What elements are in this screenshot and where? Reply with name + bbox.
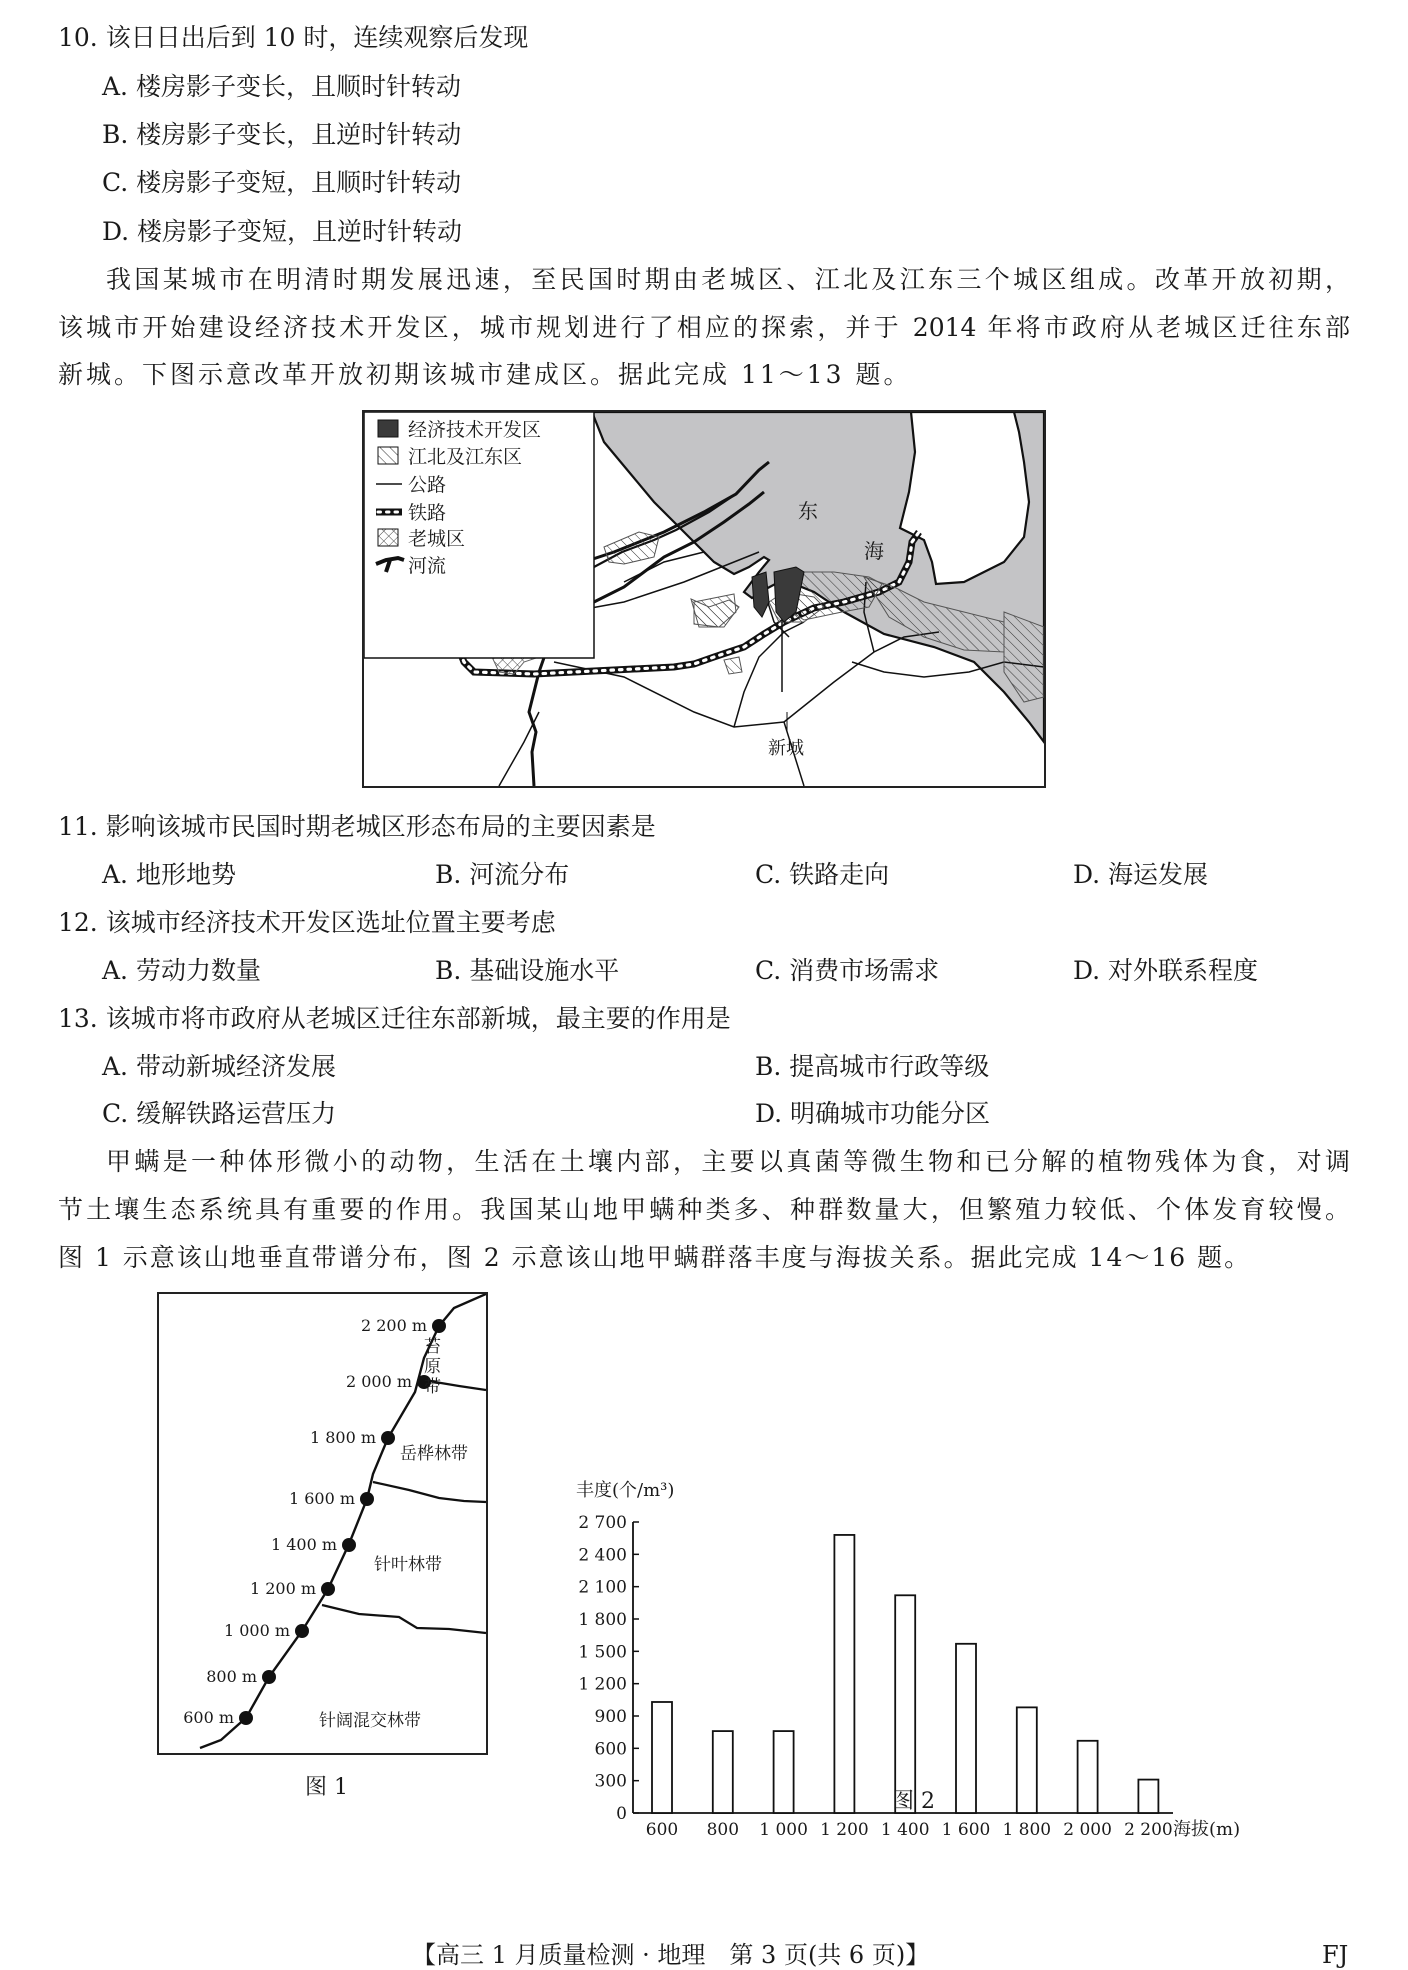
- q10-option-b: B. 楼房影子变长，且逆时针转动: [102, 120, 462, 149]
- q12-option-c: C. 消费市场需求: [755, 956, 940, 985]
- bar: [774, 1731, 794, 1813]
- footer-code: FJ: [1322, 1941, 1349, 1969]
- altitude-label: 1 200 m: [249, 1579, 316, 1598]
- x-tick-label: 1 000: [759, 1820, 808, 1840]
- q13-option-c: C. 缓解铁路运营压力: [102, 1099, 337, 1128]
- q12-stem: 12. 该城市经济技术开发区选址位置主要考虑: [58, 908, 556, 937]
- passage1-line-3: 新城。下图示意改革开放初期该城市建成区。据此完成 11～13 题。: [58, 360, 912, 389]
- zone-label-tundra-2: 原: [424, 1357, 441, 1377]
- x-tick-label: 2 000: [1063, 1820, 1112, 1840]
- q11-stem: 11. 影响该城市民国时期老城区形态布局的主要因素是: [58, 812, 656, 841]
- passage2-line-3: 图 1 示意该山地垂直带谱分布，图 2 示意该山地甲螨群落丰度与海拔关系。据此完成 14～16 题。: [58, 1243, 1252, 1272]
- q13-option-a: A. 带动新城经济发展: [102, 1052, 336, 1081]
- q10-option-c: C. 楼房影子变短，且顺时针转动: [102, 168, 462, 197]
- y-tick-label: 2 400: [578, 1545, 627, 1566]
- q11-option-a: A. 地形地势: [102, 860, 236, 889]
- q10-option-a: A. 楼房影子变长，且顺时针转动: [102, 72, 461, 101]
- y-tick-label: 2 100: [578, 1577, 627, 1598]
- altitude-point: [321, 1582, 335, 1596]
- altitude-label: 1 600 m: [288, 1489, 355, 1508]
- new-town-label: 新城: [768, 738, 804, 759]
- passage2-line-1: 甲螨是一种体形微小的动物，生活在土壤内部，主要以真菌等微生物和已分解的植物残体为食，对调: [106, 1147, 1350, 1176]
- bar: [1138, 1780, 1158, 1813]
- zone-label-tundra-1: 苔: [424, 1337, 441, 1357]
- y-tick-label: 300: [594, 1771, 627, 1792]
- chart-x-axis-title: 海拔(m): [1173, 1819, 1241, 1840]
- altitude-point: [239, 1711, 253, 1725]
- sea-label-hai: 海: [864, 539, 884, 563]
- q10-option-d: D. 楼房影子变短，且逆时针转动: [102, 217, 463, 246]
- zone-label-mixed: 针阔混交林带: [319, 1711, 421, 1731]
- legend-label-old-town: 老城区: [408, 528, 466, 550]
- legend-label-river: 河流: [408, 555, 447, 577]
- altitude-point: [295, 1624, 309, 1638]
- y-tick-label: 600: [594, 1739, 627, 1760]
- altitude-point: [360, 1492, 374, 1506]
- y-tick-label: 0: [616, 1804, 627, 1824]
- altitude-point: [342, 1538, 356, 1552]
- x-tick-label: 1 600: [941, 1820, 991, 1840]
- passage1-line-2: 该城市开始建设经济技术开发区，城市规划进行了相应的探索，并于 2014 年将市政府从老城区迁往东部: [58, 313, 1350, 342]
- legend-old-town-swatch: [378, 529, 398, 546]
- bar: [1078, 1741, 1098, 1813]
- altitude-label: 600 m: [183, 1708, 234, 1727]
- altitude-label: 1 000 m: [223, 1621, 290, 1640]
- legend-dev-zone-swatch: [378, 420, 398, 437]
- altitude-label: 2 200 m: [360, 1316, 427, 1335]
- altitude-point: [262, 1670, 276, 1684]
- figure1-caption: 图 1: [305, 1775, 348, 1800]
- q11-option-b: B. 河流分布: [435, 860, 570, 889]
- legend-label-dev-zone: 经济技术开发区: [408, 419, 542, 441]
- q12-option-b: B. 基础设施水平: [435, 956, 620, 985]
- zone-label-tundra-3: 带: [424, 1377, 441, 1397]
- altitude-label: 2 000 m: [345, 1372, 412, 1391]
- legend-jiangbei-swatch: [378, 447, 398, 464]
- passage2-line-2: 节土壤生态系统具有重要的作用。我国某山地甲螨种类多、种群数量大，但繁殖力较低、个体发育较慢。: [58, 1195, 1350, 1224]
- zone-label-conifer: 针叶林带: [374, 1555, 442, 1575]
- x-tick-label: 800: [706, 1820, 740, 1840]
- q12-option-d: D. 对外联系程度: [1073, 956, 1259, 985]
- y-tick-label: 900: [594, 1707, 627, 1727]
- sea-label-dong: 东: [798, 499, 818, 523]
- altitude-label: 800 m: [206, 1667, 257, 1686]
- x-tick-label: 600: [645, 1820, 679, 1840]
- legend-label-jiangbei: 江北及江东区: [408, 446, 523, 468]
- legend-label-road: 公路: [408, 474, 447, 496]
- altitude-point: [432, 1319, 446, 1333]
- y-tick-label: 1 200: [578, 1674, 627, 1695]
- chart-y-axis-title: 丰度(个/m³): [576, 1480, 675, 1501]
- bar: [652, 1702, 672, 1813]
- x-tick-label: 1 400: [880, 1820, 930, 1840]
- figure1-drawing: [159, 1294, 486, 1753]
- passage1-line-1: 我国某城市在明清时期发展迅速，至民国时期由老城区、江北及江东三个城区组成。改革开放初期，: [106, 265, 1350, 294]
- x-tick-label: 2 200: [1124, 1820, 1173, 1840]
- q10-stem: 10. 该日日出后到 10 时，连续观察后发现: [58, 23, 529, 52]
- bar: [1017, 1707, 1037, 1813]
- boundary-conifer-mixed: [322, 1605, 486, 1633]
- figure2-caption: 图 2: [892, 1789, 935, 1814]
- boundary-birch-conifer: [373, 1482, 486, 1502]
- y-tick-label: 2 700: [578, 1513, 627, 1533]
- q11-option-d: D. 海运发展: [1073, 860, 1209, 889]
- figure1-zonation: [157, 1292, 488, 1755]
- q13-option-d: D. 明确城市功能分区: [755, 1099, 991, 1128]
- q13-option-b: B. 提高城市行政等级: [755, 1052, 990, 1081]
- bar: [956, 1644, 976, 1813]
- y-tick-label: 1 800: [578, 1610, 627, 1630]
- city-map-drawing: [364, 412, 1044, 786]
- altitude-label: 1 400 m: [270, 1535, 337, 1554]
- q13-stem: 13. 该城市将市政府从老城区迁往东部新城，最主要的作用是: [58, 1004, 731, 1033]
- altitude-label: 1 800 m: [309, 1428, 376, 1447]
- legend-label-rail: 铁路: [408, 502, 447, 524]
- page-footer: 【高三 1 月质量检测 · 地理 第 3 页(共 6 页)】: [412, 1941, 930, 1969]
- x-tick-label: 1 800: [1002, 1820, 1052, 1840]
- city-map: [362, 410, 1046, 788]
- x-tick-label: 1 200: [820, 1820, 869, 1840]
- bar: [713, 1731, 733, 1813]
- altitude-point: [381, 1431, 395, 1445]
- y-tick-label: 1 500: [578, 1642, 627, 1663]
- bar: [834, 1535, 854, 1813]
- q12-option-a: A. 劳动力数量: [102, 956, 261, 985]
- zone-label-birch: 岳桦林带: [400, 1444, 468, 1464]
- bar: [895, 1595, 915, 1813]
- q11-option-c: C. 铁路走向: [755, 860, 890, 889]
